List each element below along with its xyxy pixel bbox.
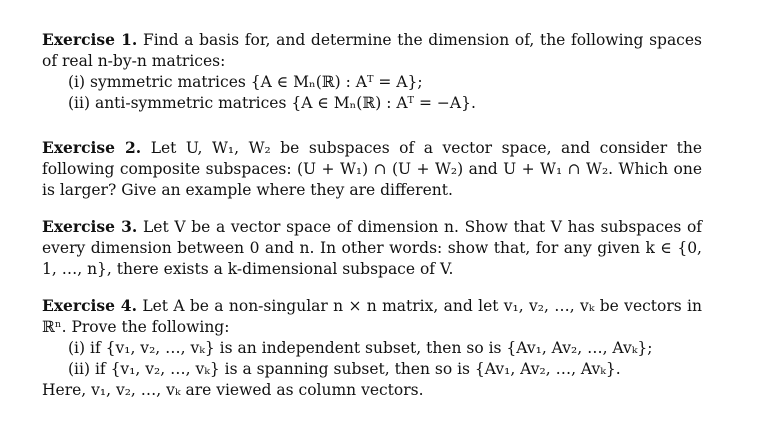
exercise-1-statement [42, 29, 702, 72]
exercise-4 [42, 295, 702, 401]
exercise-2-statement [42, 137, 702, 201]
exercise-2 [42, 137, 702, 201]
exercise-3-label: Exercise 3. [42, 217, 138, 236]
item-text: if {v₁, v₂, …, vₖ} is an independent subset, then so is {Av₁, Av₂, …, Avₖ}; [90, 339, 653, 357]
exercise-1-text: Find a basis for, and determine the dimension of, the following spaces of real n-by-n matrices: [42, 31, 702, 70]
exercise-1-label: Exercise 1. [42, 30, 138, 49]
item-text: symmetric matrices {A ∈ Mₙ(ℝ) : Aᵀ = A}; [90, 73, 423, 91]
exercise-4-label: Exercise 4. [42, 296, 137, 315]
exercise-1-item-i [68, 72, 702, 93]
exercise-2-label: Exercise 2. [42, 138, 142, 157]
exercise-2-text: Let U, W₁, W₂ be subspaces of a vector space, and consider the following composite subspaces: (U + W₁) ∩ (U + W₂) and U + W₁ ∩ W₂. Which one is larger? Give an example where they are different. [42, 139, 702, 199]
item-marker: (ii) [68, 360, 91, 378]
item-text: anti-symmetric matrices {A ∈ Mₙ(ℝ) : Aᵀ = −A}. [94, 94, 476, 112]
exercise-4-text: Let A be a non-singular n × n matrix, and let v₁, v₂, …, vₖ be vectors in ℝⁿ. Prove the following: [42, 297, 702, 336]
item-marker: (i) [68, 339, 86, 357]
exercise-3-text: Let V be a vector space of dimension n. Show that V has subspaces of every dimension between 0 and n. In other words: show that, for any given k ∈ {0, 1, …, n}, there exists a k-dimensional subspace of V. [42, 218, 703, 278]
item-marker: (ii) [68, 94, 91, 112]
exercise-1 [42, 29, 702, 114]
exercise-3 [42, 216, 702, 280]
exercise-4-item-i [68, 338, 702, 359]
exercise-1-item-ii [68, 93, 702, 114]
item-marker: (i) [68, 73, 86, 91]
item-text: if {v₁, v₂, …, vₖ} is a spanning subset, then so is {Av₁, Av₂, …, Avₖ}. [94, 360, 621, 378]
exercise-4-statement [42, 295, 702, 338]
exercise-3-statement [42, 216, 702, 280]
exercise-4-item-ii [68, 359, 702, 380]
exercise-4-closing: Here, v₁, v₂, …, vₖ are viewed as column vectors. [42, 381, 424, 399]
